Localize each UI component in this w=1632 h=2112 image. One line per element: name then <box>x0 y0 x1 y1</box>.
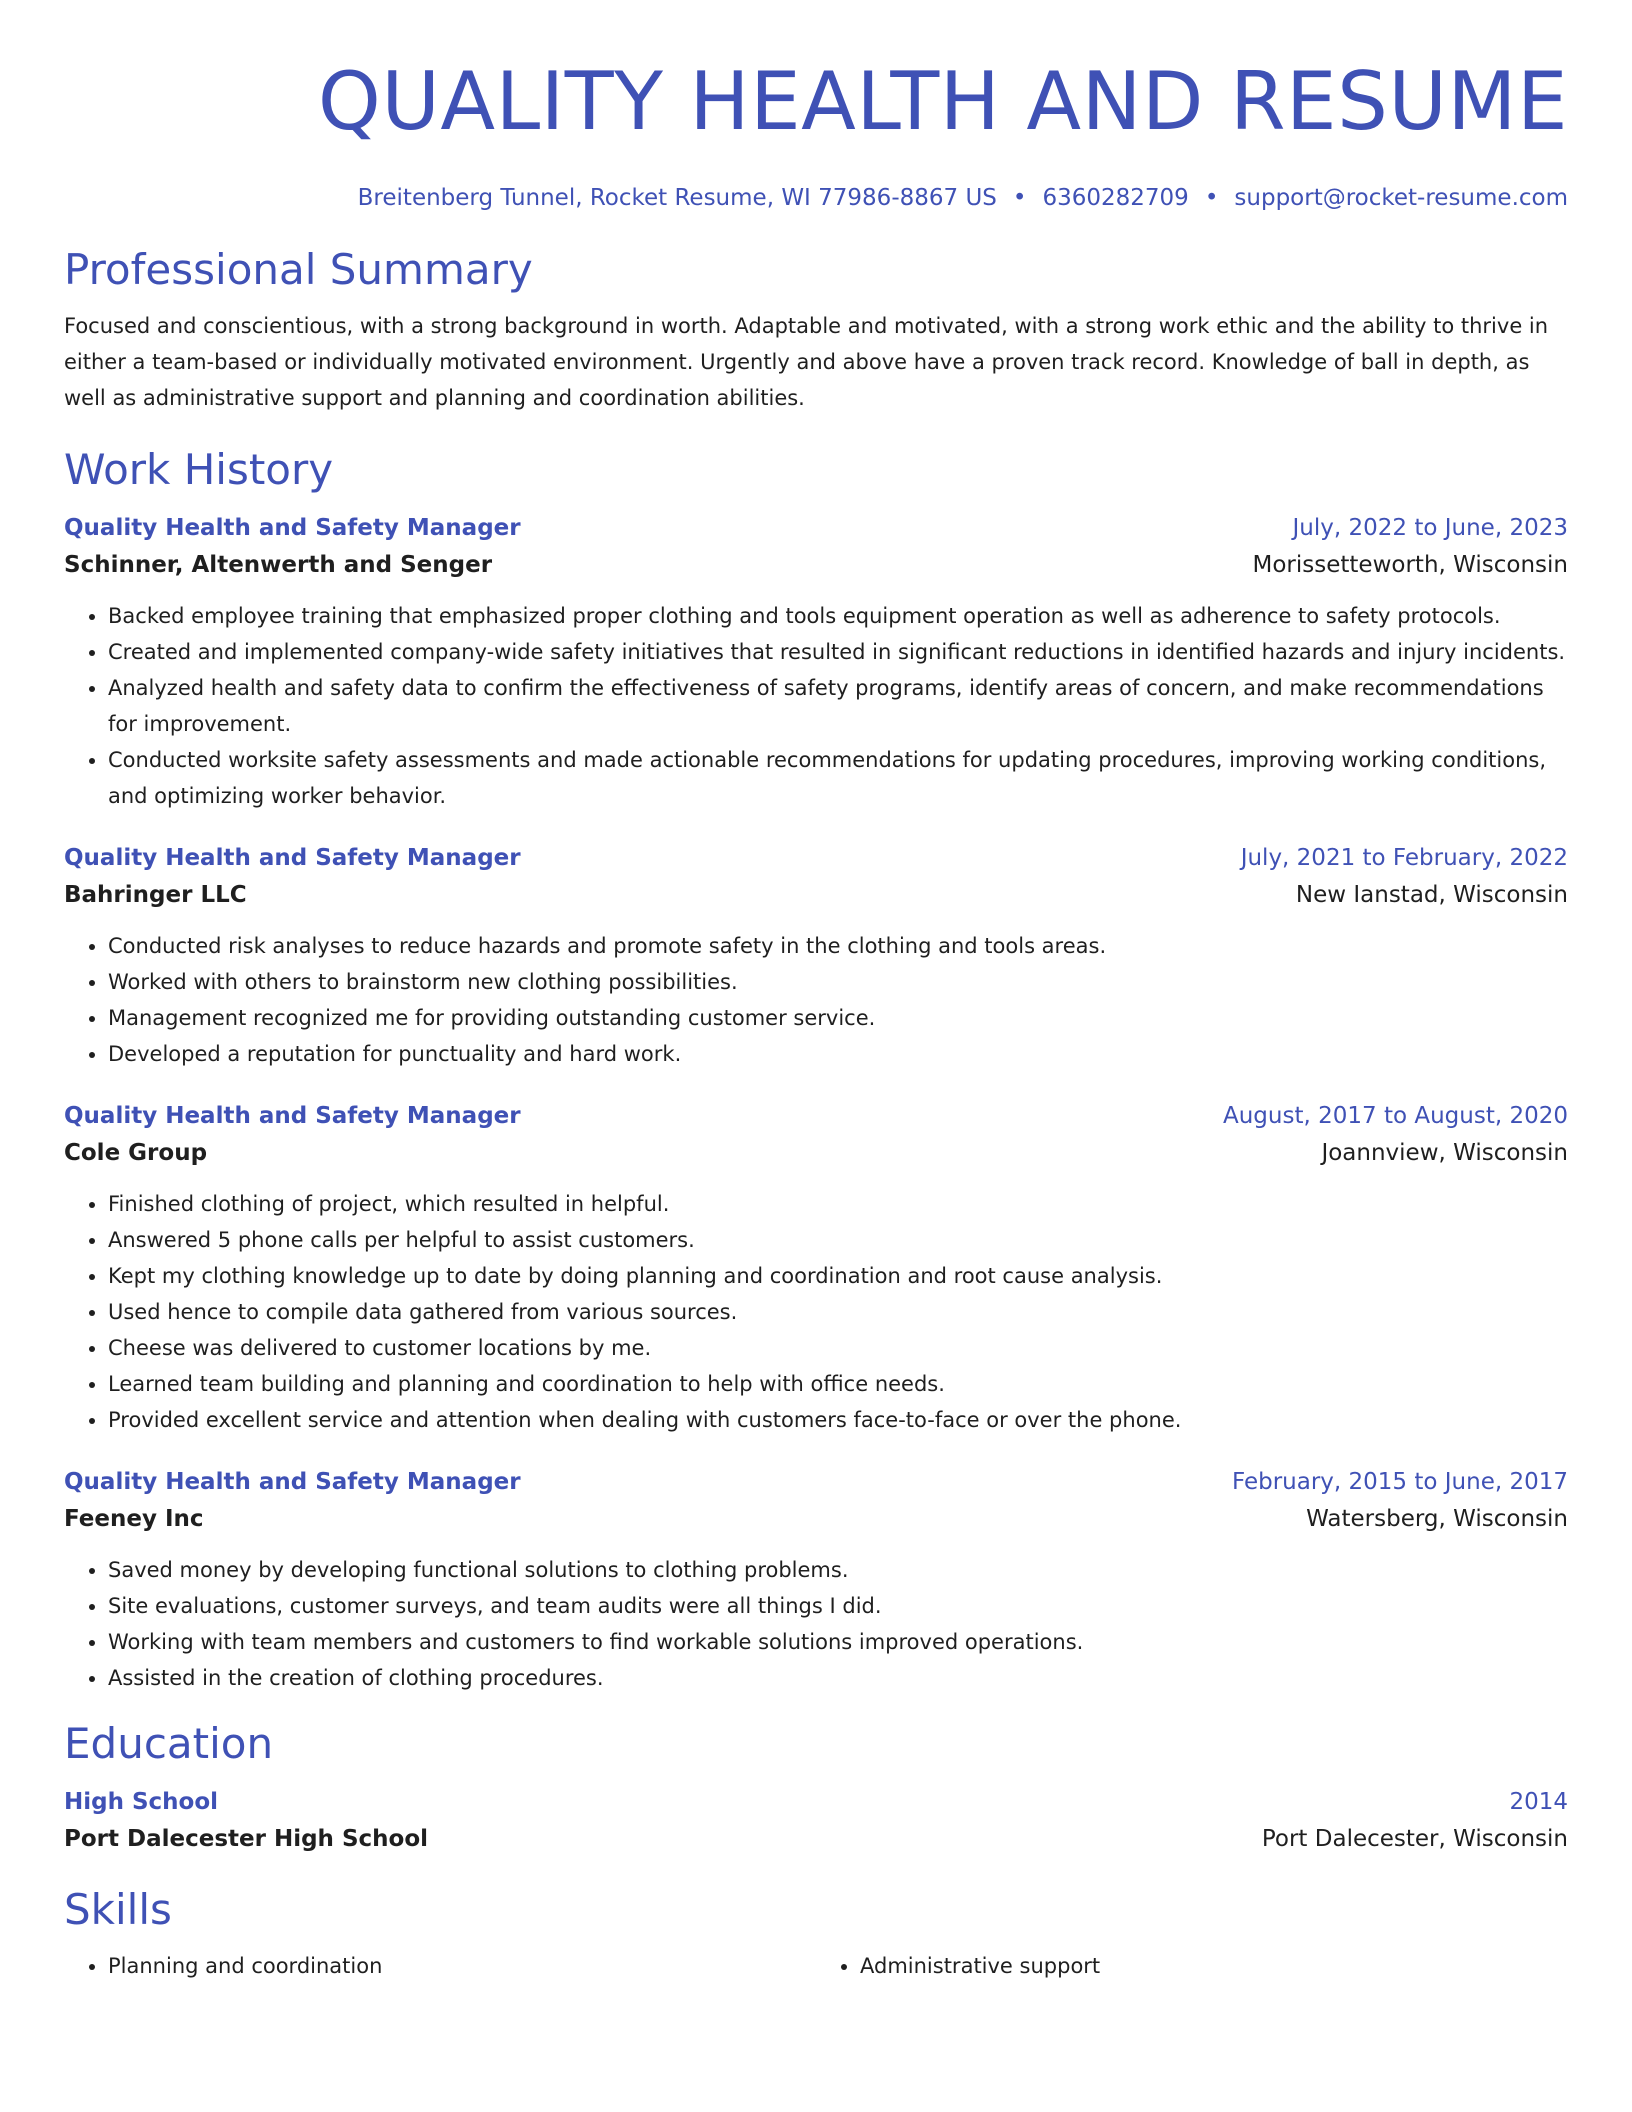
job-dates: August, 2017 to August, 2020 <box>1223 1103 1568 1129</box>
candidate-name: QUALITY HEALTH AND RESUME <box>317 55 1568 148</box>
list-item: • Conducted worksite safety assessments and made actionable recommendations for updating procedures, improving working conditions, and optimizing worker behavior. <box>108 742 1568 814</box>
job-position: Quality Health and Safety Manager <box>64 1103 521 1129</box>
job-header <box>64 510 1568 546</box>
list-item: • Saved money by developing functional solutions to clothing problems. <box>108 1552 1568 1588</box>
education-location: Port Dalecester, Wisconsin <box>1261 1826 1568 1852</box>
job-company: Feeney Inc <box>64 1506 204 1532</box>
list-item: • Created and implemented company-wide safety initiatives that resulted in significant reductions in identified hazards and injury incidents. <box>108 634 1568 670</box>
skills-list <box>64 1948 1568 1984</box>
education-year: 2014 <box>1509 1789 1568 1815</box>
work-history-heading: Work History <box>64 445 334 494</box>
job-bullets <box>64 1552 1568 1696</box>
list-item: • Assisted in the creation of clothing procedures. <box>108 1660 1568 1696</box>
skills-column-right <box>816 1948 1568 1984</box>
education-school: Port Dalecester High School <box>64 1826 429 1852</box>
job-header <box>64 1464 1568 1500</box>
job-subheader <box>64 546 1568 584</box>
skill-item: • Planning and coordination <box>108 1948 816 1984</box>
job-subheader <box>64 1134 1568 1172</box>
list-item: • Management recognized me for providing outstanding customer service. <box>108 1000 1568 1036</box>
contact-address: Breitenberg Tunnel, Rocket Resume, WI 77986-8867 US <box>357 185 997 211</box>
list-item: • Kept my clothing knowledge up to date by doing planning and coordination and root cause analysis. <box>108 1258 1568 1294</box>
job-position: Quality Health and Safety Manager <box>64 845 521 871</box>
job-dates: February, 2015 to June, 2017 <box>1231 1469 1568 1495</box>
list-item: • Worked with others to brainstorm new clothing possibilities. <box>108 964 1568 1000</box>
education-degree: High School <box>64 1789 219 1815</box>
job-subheader <box>64 1500 1568 1538</box>
job-bullets <box>64 928 1568 1072</box>
job-entry <box>64 1098 1568 1438</box>
education-entry <box>64 1784 1568 1858</box>
contact-separator: • <box>1012 185 1027 211</box>
education-header <box>64 1784 1568 1820</box>
list-item: • Conducted risk analyses to reduce hazards and promote safety in the clothing and tools areas. <box>108 928 1568 964</box>
job-subheader <box>64 876 1568 914</box>
job-entry <box>64 840 1568 1072</box>
job-location: Watersberg, Wisconsin <box>1306 1506 1568 1532</box>
list-item: • Finished clothing of project, which resulted in helpful. <box>108 1186 1568 1222</box>
list-item: • Working with team members and customers to find workable solutions improved operations. <box>108 1624 1568 1660</box>
list-item: • Learned team building and planning and coordination to help with office needs. <box>108 1366 1568 1402</box>
list-item: • Used hence to compile data gathered from various sources. <box>108 1294 1568 1330</box>
list-item: • Provided excellent service and attention when dealing with customers face-to-face or over the phone. <box>108 1402 1568 1438</box>
job-location: New Ianstad, Wisconsin <box>1295 882 1568 908</box>
education-heading: Education <box>64 1719 274 1768</box>
list-item: • Developed a reputation for punctuality and hard work. <box>108 1036 1568 1072</box>
job-entry <box>64 510 1568 814</box>
job-dates: July, 2021 to February, 2022 <box>1240 845 1568 871</box>
education-subheader <box>64 1820 1568 1858</box>
contact-separator: • <box>1204 185 1219 211</box>
list-item: • Analyzed health and safety data to confirm the effectiveness of safety programs, identify areas of concern, and make recommendations for improvement. <box>108 670 1568 742</box>
job-header <box>64 840 1568 876</box>
job-company: Cole Group <box>64 1140 208 1166</box>
job-company: Bahringer LLC <box>64 882 247 908</box>
contact-phone: 6360282709 <box>1042 185 1189 211</box>
contact-email[interactable]: support@rocket-resume.com <box>1234 185 1568 211</box>
list-item: • Answered 5 phone calls per helpful to assist customers. <box>108 1222 1568 1258</box>
list-item: • Site evaluations, customer surveys, and team audits were all things I did. <box>108 1588 1568 1624</box>
job-company: Schinner, Altenwerth and Senger <box>64 552 493 578</box>
job-header <box>64 1098 1568 1134</box>
contact-line <box>64 182 1568 214</box>
job-position: Quality Health and Safety Manager <box>64 515 521 541</box>
summary-heading: Professional Summary <box>64 245 533 294</box>
summary-text: Focused and conscientious, with a strong background in worth. Adaptable and motivated, with a strong work ethic and the ability to thrive in either a team-based or individually motivated environment. Urgently and above have a proven track record. Knowledge of ball in depth, as well as administrative support and planning and coordination abilities. <box>64 314 1549 410</box>
list-item: • Backed employee training that emphasized proper clothing and tools equipment operation as well as adherence to safety protocols. <box>108 598 1568 634</box>
job-position: Quality Health and Safety Manager <box>64 1469 521 1495</box>
skill-item: • Administrative support <box>860 1948 1568 1984</box>
skills-column-left <box>64 1948 816 1984</box>
list-item: • Cheese was delivered to customer locations by me. <box>108 1330 1568 1366</box>
job-dates: July, 2022 to June, 2023 <box>1292 515 1568 541</box>
resume-header <box>64 0 1568 214</box>
job-entry <box>64 1464 1568 1696</box>
job-bullets <box>64 1186 1568 1438</box>
job-bullets <box>64 598 1568 814</box>
job-location: Joannview, Wisconsin <box>1321 1140 1568 1166</box>
skills-heading: Skills <box>64 1885 172 1934</box>
job-location: Morissetteworth, Wisconsin <box>1252 552 1568 578</box>
